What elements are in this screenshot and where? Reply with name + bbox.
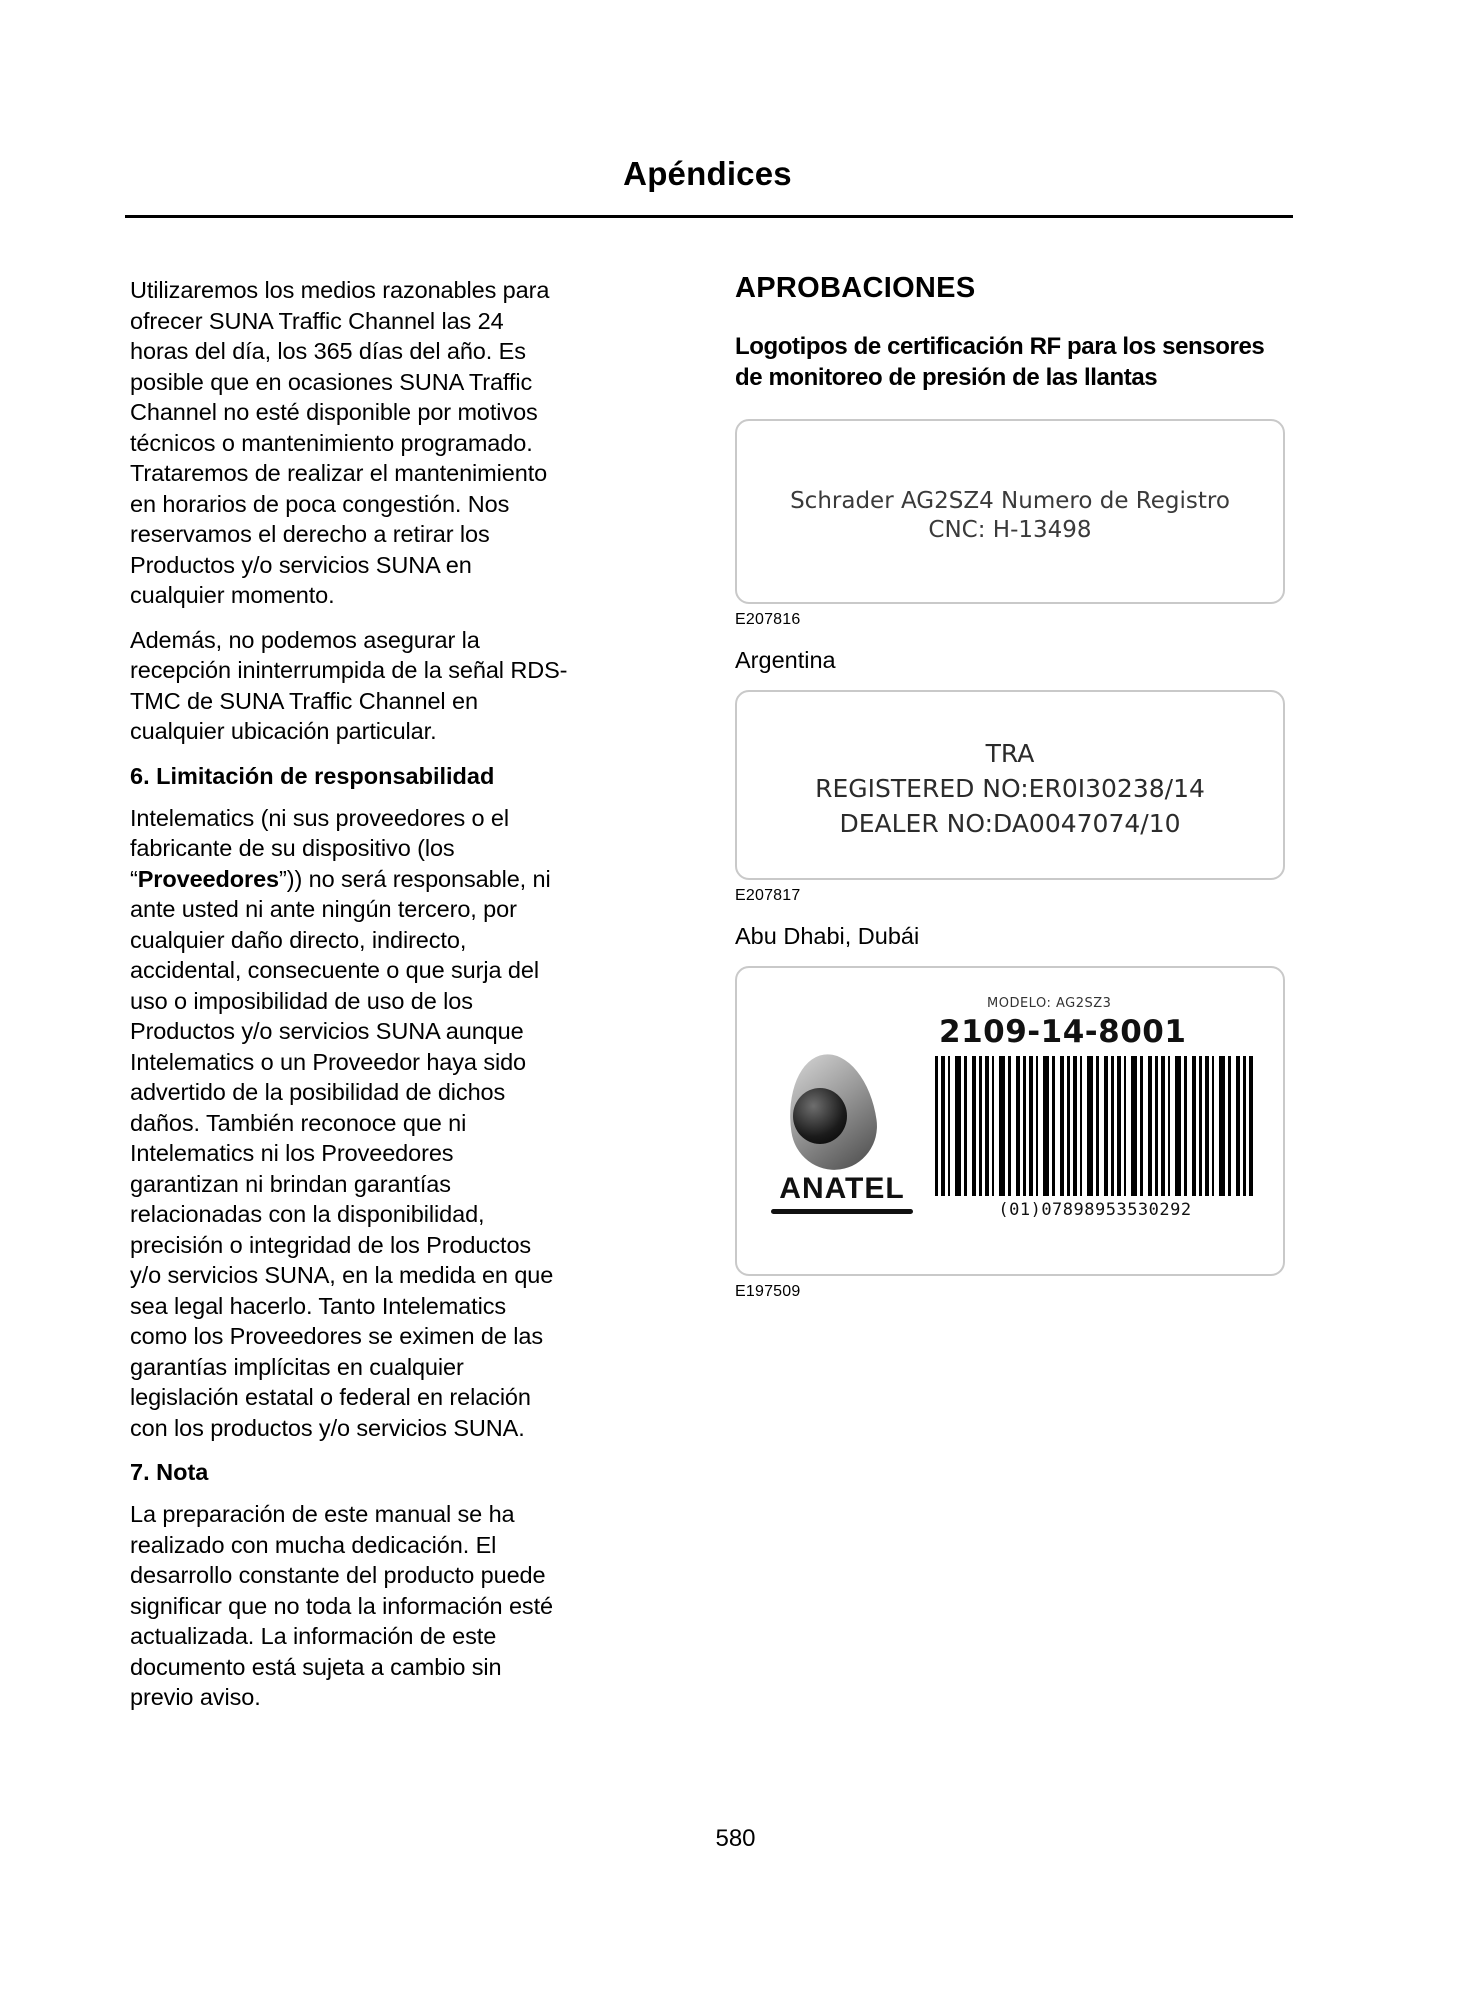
figure-tra-label: Abu Dhabi, Dubái [735,923,920,949]
paragraph-nota: La preparación de este manual se ha realizado con mucha dedicación. El desarrollo constante del producto puede significar que no toda la información esté actualizada. La información de este documento está sujeta a cambio sin previo aviso. [130,1501,553,1710]
anatel-wordmark: ANATEL [779,1172,905,1205]
figure-tra-caption: E207817 [735,887,801,904]
paragraph-limitacion-part2: ”)) no será responsable, ni ante usted ni ante ningún tercero, por cualquier daño directo, indirecto, accidental, consecuente o que surja del uso o imposibilidad de uso de los Productos y/o servicios SUNA aunque Intelematics o un Proveedor haya sido advertido de la posibilidad de dichos daños. También reconoce que ni Intelematics ni los Proveedores garantizan ni brindan garantías relacionadas con la disponibilidad, precisión o integridad de los Productos y/o servicios SUNA, en la medida en que sea legal hacerlo. Tanto Intelematics como los Proveedores se eximen de las garantías implícitas en cualquier legislación estatal o federal en relación con los productos y/o servicios SUNA. [130,865,554,1441]
tra-line-2: REGISTERED NO:ER0I30238/14 [815,774,1205,803]
anatel-label-graphic [757,992,1267,1254]
anatel-underline [771,1209,913,1214]
anatel-number-text: 2109-14-8001 [939,1014,1187,1050]
header-divider [125,215,1293,218]
schrader-line-2: CNC: H-13498 [928,517,1092,543]
heading-limitacion-responsabilidad: 6. Limitación de responsabilidad [130,762,495,789]
proveedores-bold: Proveedores [137,865,280,892]
tra-line-3: DEALER NO:DA0047074/10 [839,809,1181,838]
page-title: Apéndices [623,155,792,192]
paragraph-1: Utilizaremos los medios razonables para ofrecer SUNA Traffic Channel las 24 horas del día, los 365 días del año. Es posible que en ocasiones SUNA Traffic Channel no esté disponible por motivos técnicos o mantenimiento programado. Trataremos de realizar el mantenimiento en horarios de poca congestión. Nos reservamos el derecho a retirar los Productos y/o servicios SUNA en cualquier momento. [130,277,550,608]
page-header [125,155,1290,193]
figure-tra-text [737,736,1283,841]
anatel-modelo-text: MODELO: AG2SZ3 [987,996,1112,1011]
paragraph-limitacion [130,803,568,1444]
barcode-number-text: (01)07898953530292 [998,1200,1192,1220]
figure-schrader-text [737,487,1283,545]
subsection-title-logotipos: Logotipos de certificación RF para los sensores de monitoreo de presión de las llantas [735,333,1265,391]
figure-schrader-caption: E207816 [735,611,801,628]
figure-tra [735,690,1290,950]
figure-tra-box [735,690,1285,880]
barcode-graphic [935,1056,1255,1196]
figure-schrader-box [735,419,1285,604]
figure-anatel [735,966,1290,1301]
left-column [130,275,568,1727]
figure-schrader-label: Argentina [735,647,836,673]
section-title-aprobaciones: APROBACIONES [735,272,976,304]
anatel-logo [767,1054,917,1214]
paragraph-2: Además, no podemos asegurar la recepción ininterrumpida de la señal RDS-TMC de SUNA Traffic Channel en cualquier ubicación particular. [130,626,568,744]
schrader-line-1: Schrader AG2SZ4 Numero de Registro [790,488,1230,514]
figure-anatel-box [735,966,1285,1276]
anatel-dot-icon [793,1088,847,1144]
heading-nota: 7. Nota [130,1459,209,1485]
tra-line-1: TRA [985,739,1035,768]
page-number: 580 [715,1825,756,1852]
figure-anatel-caption: E197509 [735,1283,801,1300]
figure-schrader [735,419,1290,674]
paragraph-limitacion-part1: Intelematics (ni sus proveedores o el fabricante de su dispositivo (los “ [130,804,510,892]
right-column [735,272,1290,1319]
